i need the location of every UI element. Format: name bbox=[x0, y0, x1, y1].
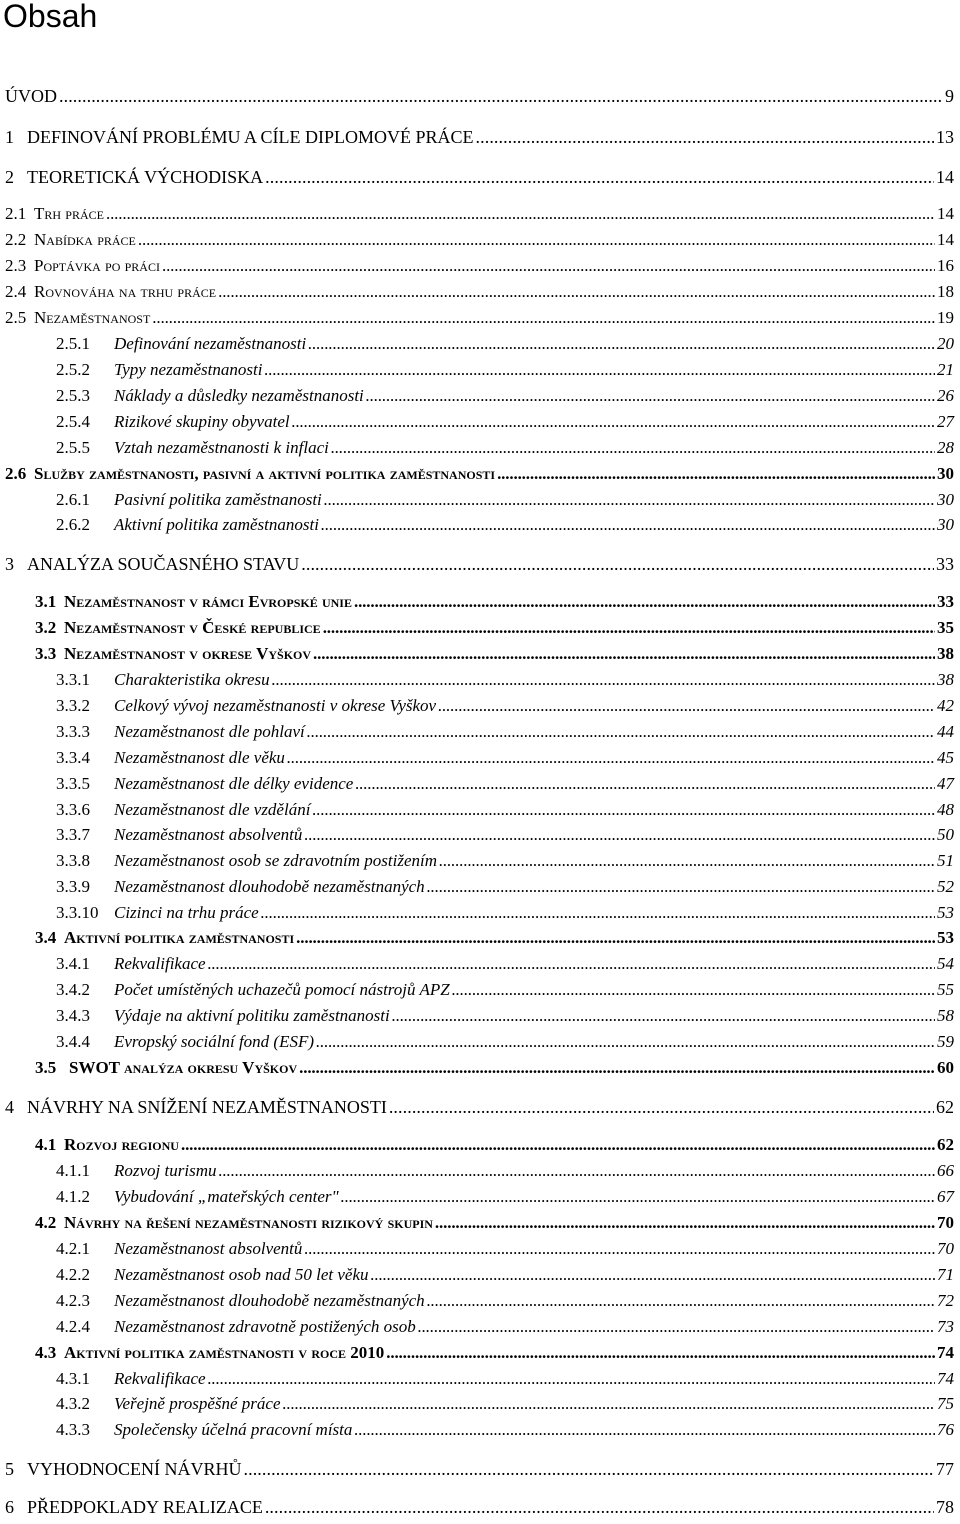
toc-entry-number: 4.2.3 bbox=[56, 1291, 90, 1310]
toc-entry[interactable] bbox=[56, 797, 954, 823]
toc-entry-number: ÚVOD bbox=[5, 86, 57, 106]
toc-entry-title: Výdaje na aktivní politiku zaměstnanosti bbox=[114, 1006, 390, 1025]
toc-entry-title: Evropský sociální fond (ESF) bbox=[114, 1032, 315, 1051]
toc-leader-dots bbox=[312, 797, 935, 823]
toc-leader-dots bbox=[304, 1236, 935, 1262]
toc-entry[interactable] bbox=[56, 848, 954, 874]
toc-entry[interactable] bbox=[56, 874, 954, 900]
toc-leader-dots bbox=[299, 1055, 935, 1081]
toc-entry-number: 4.3 bbox=[35, 1343, 57, 1362]
toc-entry-number: 4.2 bbox=[35, 1213, 57, 1232]
toc-entry-page-number: 62 bbox=[936, 1097, 954, 1117]
toc-entry-number: 3.3.1 bbox=[56, 670, 90, 689]
toc-entry[interactable] bbox=[56, 435, 954, 461]
toc-entry-number: 4.1.2 bbox=[56, 1187, 90, 1206]
toc-leader-dots bbox=[392, 1003, 935, 1029]
toc-entry-number: 4.3.1 bbox=[56, 1369, 90, 1388]
toc-entry[interactable] bbox=[56, 719, 954, 745]
toc-leader-dots bbox=[265, 164, 934, 190]
toc-entry-title: Náklady a důsledky nezaměstnanosti bbox=[114, 386, 364, 405]
toc-leader-dots bbox=[323, 615, 935, 641]
toc-leader-dots bbox=[208, 1366, 935, 1392]
toc-entry-number: 3.4.4 bbox=[56, 1032, 90, 1051]
toc-entry-page-number: 76 bbox=[937, 1420, 954, 1439]
toc-entry-page-number: 26 bbox=[937, 386, 954, 405]
toc-leader-dots bbox=[181, 1132, 935, 1158]
toc-entry-page-number: 33 bbox=[937, 592, 954, 611]
toc-entry-page-number: 55 bbox=[937, 980, 954, 999]
toc-entry-page-number: 44 bbox=[937, 722, 954, 741]
toc-entry-page-number: 58 bbox=[937, 1006, 954, 1025]
toc-entry-number: 3 bbox=[5, 554, 14, 574]
toc-entry-title: Nezaměstnanost dle věku bbox=[114, 748, 285, 767]
toc-entry-page-number: 59 bbox=[937, 1032, 954, 1051]
toc-leader-dots bbox=[244, 1456, 935, 1482]
toc-entry-title: Aktivní politika zaměstnanosti v roce 2010 bbox=[64, 1343, 385, 1362]
toc-entry-title: Rozvoj regionu bbox=[64, 1135, 179, 1154]
toc-leader-dots bbox=[452, 977, 935, 1003]
toc-entry-title: Nezaměstnanost v okrese Vyškov bbox=[64, 644, 312, 663]
toc-entry-number: 2.5.1 bbox=[56, 334, 90, 353]
toc-entry-page-number: 14 bbox=[936, 167, 954, 187]
toc-entry-title: DEFINOVÁNÍ PROBLÉMU A CÍLE DIPLOMOVÉ PRÁCE bbox=[27, 127, 474, 147]
toc-entry-page-number: 48 bbox=[937, 800, 954, 819]
toc-entry-page-number: 67 bbox=[937, 1187, 954, 1206]
toc-entry-number: 4 bbox=[5, 1097, 14, 1117]
toc-leader-dots bbox=[435, 1210, 935, 1236]
toc-entry[interactable] bbox=[56, 409, 954, 435]
toc-entry-number: 3.4 bbox=[35, 928, 57, 947]
toc-leader-dots bbox=[308, 331, 935, 357]
toc-entry[interactable] bbox=[56, 1236, 954, 1262]
toc-leader-dots bbox=[313, 641, 935, 667]
toc-entry[interactable] bbox=[56, 1003, 954, 1029]
toc-entry[interactable] bbox=[56, 331, 954, 357]
toc-entry[interactable] bbox=[56, 1288, 954, 1314]
toc-entry[interactable] bbox=[5, 253, 954, 279]
toc-leader-dots bbox=[439, 848, 935, 874]
toc-entry-title: Nezaměstnanost v České republice bbox=[64, 618, 321, 637]
toc-entry-title: Nezaměstnanost dlouhodobě nezaměstnaných bbox=[114, 1291, 425, 1310]
toc-entry-title: Rekvalifikace bbox=[114, 954, 206, 973]
toc-entry[interactable] bbox=[5, 83, 954, 109]
toc-entry-title: Rekvalifikace bbox=[114, 1369, 206, 1388]
toc-entry-number: 2.5.4 bbox=[56, 412, 90, 431]
toc-leader-dots bbox=[292, 409, 935, 435]
toc-entry-title: Rozvoj turismu bbox=[114, 1161, 217, 1180]
toc-entry[interactable] bbox=[56, 822, 954, 848]
toc-entry-page-number: 47 bbox=[937, 774, 954, 793]
page-title: Obsah bbox=[3, 0, 98, 34]
toc-entry-title: Charakteristika okresu bbox=[114, 670, 270, 689]
toc-entry-title: Nezaměstnanost osob nad 50 let věku bbox=[114, 1265, 369, 1284]
toc-leader-dots bbox=[283, 1391, 936, 1417]
toc-entry-page-number: 77 bbox=[936, 1459, 954, 1479]
toc-entry-page-number: 74 bbox=[937, 1369, 954, 1388]
toc-entry[interactable] bbox=[56, 487, 954, 513]
toc-leader-dots bbox=[389, 1094, 934, 1120]
toc-entry-number: 4.1.1 bbox=[56, 1161, 90, 1180]
toc-entry-title: Nezaměstnanost bbox=[34, 308, 151, 327]
toc-entry-title: Nezaměstnanost osob se zdravotním postižením bbox=[114, 851, 437, 870]
toc-leader-dots bbox=[324, 487, 935, 513]
toc-leader-dots bbox=[438, 693, 935, 719]
toc-entry[interactable] bbox=[56, 1417, 954, 1443]
toc-leader-dots bbox=[261, 900, 935, 926]
toc-entry[interactable] bbox=[56, 693, 954, 719]
toc-entry-title: Aktivní politika zaměstnanosti bbox=[114, 515, 319, 534]
toc-leader-dots bbox=[331, 435, 935, 461]
toc-entry[interactable] bbox=[35, 1210, 954, 1236]
toc-entry-page-number: 51 bbox=[937, 851, 954, 870]
toc-entry-number: 3.4.2 bbox=[56, 980, 90, 999]
toc-leader-dots bbox=[386, 1340, 935, 1366]
toc-entry[interactable] bbox=[56, 900, 954, 926]
toc-entry-number: 2.6.1 bbox=[56, 490, 90, 509]
toc-entry-page-number: 28 bbox=[937, 438, 954, 457]
toc-entry-title: PŘEDPOKLADY REALIZACE bbox=[27, 1497, 263, 1517]
toc-entry-page-number: 38 bbox=[937, 670, 954, 689]
toc-entry-page-number: 42 bbox=[937, 696, 954, 715]
toc-entry-number: 4.2.2 bbox=[56, 1265, 90, 1284]
toc-entry-number: 6 bbox=[5, 1497, 14, 1517]
toc-entry-page-number: 50 bbox=[937, 825, 954, 844]
toc-entry-title: Trh práce bbox=[34, 204, 104, 223]
toc-entry-page-number: 27 bbox=[937, 412, 954, 431]
toc-entry-title: ANALÝZA SOUČASNÉHO STAVU bbox=[27, 554, 300, 574]
toc-entry[interactable] bbox=[56, 1314, 954, 1340]
toc-leader-dots bbox=[307, 719, 935, 745]
toc-entry-page-number: 74 bbox=[937, 1343, 954, 1362]
toc-entry-number: 2 bbox=[5, 167, 14, 187]
toc-entry-number: 5 bbox=[5, 1459, 14, 1479]
toc-leader-dots bbox=[316, 1029, 935, 1055]
toc-entry[interactable] bbox=[56, 1262, 954, 1288]
toc-entry-title: Aktivní politika zaměstnanosti bbox=[64, 928, 295, 947]
toc-entry[interactable] bbox=[5, 1494, 954, 1520]
toc-entry-number: 2.2 bbox=[5, 230, 27, 249]
toc-entry-page-number: 30 bbox=[937, 490, 954, 509]
toc-entry[interactable] bbox=[56, 667, 954, 693]
toc-entry[interactable] bbox=[35, 1340, 954, 1366]
toc-entry-number: 2.3 bbox=[5, 256, 27, 275]
toc-entry-page-number: 72 bbox=[937, 1291, 954, 1310]
toc-entry-title: Definování nezaměstnanosti bbox=[114, 334, 307, 353]
toc-entry-page-number: 13 bbox=[936, 127, 954, 147]
toc-leader-dots bbox=[476, 124, 934, 150]
toc-entry-page-number: 78 bbox=[936, 1497, 954, 1517]
toc-entry-page-number: 52 bbox=[937, 877, 954, 896]
toc-entry-page-number: 20 bbox=[937, 334, 954, 353]
toc-entry-number: 3.3.10 bbox=[56, 903, 99, 922]
toc-entry[interactable] bbox=[5, 124, 954, 150]
toc-leader-dots bbox=[354, 589, 935, 615]
toc-entry-number: 2.1 bbox=[5, 204, 27, 223]
toc-entry-page-number: 54 bbox=[937, 954, 954, 973]
toc-entry[interactable] bbox=[56, 1158, 954, 1184]
toc-entry[interactable] bbox=[35, 1132, 954, 1158]
toc-entry-page-number: 18 bbox=[937, 282, 954, 301]
toc-entry-page-number: 16 bbox=[937, 256, 954, 275]
toc-entry-title: Veřejně prospěšné práce bbox=[114, 1394, 281, 1413]
toc-entry-title: Pasivní politika zaměstnanosti bbox=[114, 490, 322, 509]
toc-leader-dots bbox=[341, 1184, 935, 1210]
toc-entry-title: Celkový vývoj nezaměstnanosti v okrese Vyškov bbox=[114, 696, 437, 715]
toc-entry[interactable] bbox=[56, 512, 954, 538]
toc-entry-number: 3.3.3 bbox=[56, 722, 90, 741]
toc-leader-dots bbox=[218, 1158, 935, 1184]
toc-entry[interactable] bbox=[56, 977, 954, 1003]
toc-leader-dots bbox=[218, 279, 935, 305]
toc-leader-dots bbox=[106, 201, 935, 227]
toc-entry-title: Počet umístěných uchazečů pomocí nástrojů APZ bbox=[114, 980, 450, 999]
toc-entry-page-number: 14 bbox=[937, 230, 954, 249]
toc-entry-title: Vztah nezaměstnanosti k inflaci bbox=[114, 438, 329, 457]
toc-entry-title: Nezaměstnanost dle pohlaví bbox=[114, 722, 305, 741]
toc-entry-page-number: 70 bbox=[937, 1213, 954, 1232]
toc-entry[interactable] bbox=[35, 1055, 954, 1081]
toc-entry-page-number: 62 bbox=[937, 1135, 954, 1154]
toc-entry-number: 2.5 bbox=[5, 308, 27, 327]
toc-leader-dots bbox=[59, 83, 943, 109]
toc-entry-page-number: 30 bbox=[937, 464, 954, 483]
toc-leader-dots bbox=[287, 745, 935, 771]
toc-entry-number: 3.4.1 bbox=[56, 954, 90, 973]
toc-entry-number: 2.4 bbox=[5, 282, 27, 301]
toc-entry-number: 4.2.1 bbox=[56, 1239, 90, 1258]
toc-entry[interactable] bbox=[5, 551, 954, 577]
toc-entry-number: 3.5 bbox=[35, 1058, 57, 1077]
toc-entry-number: 3.3.8 bbox=[56, 851, 90, 870]
toc-entry-title: Cizinci na trhu práce bbox=[114, 903, 259, 922]
toc-entry-number: 3.3.6 bbox=[56, 800, 90, 819]
toc-entry-page-number: 70 bbox=[937, 1239, 954, 1258]
toc-entry-title: Nezaměstnanost dle délky evidence bbox=[114, 774, 354, 793]
toc-entry-title: Nezaměstnanost dlouhodobě nezaměstnaných bbox=[114, 877, 425, 896]
toc-leader-dots bbox=[265, 1494, 934, 1520]
toc-entry[interactable] bbox=[56, 745, 954, 771]
toc-entry-title: Společensky účelná pracovní místa bbox=[114, 1420, 353, 1439]
toc-entry-title: Typy nezaměstnanosti bbox=[114, 360, 263, 379]
toc-entry[interactable] bbox=[56, 383, 954, 409]
toc-entry[interactable] bbox=[5, 1456, 954, 1482]
toc-entry-page-number: 73 bbox=[937, 1317, 954, 1336]
toc-leader-dots bbox=[371, 1262, 936, 1288]
toc-entry-number: 4.2.4 bbox=[56, 1317, 90, 1336]
toc-leader-dots bbox=[296, 925, 935, 951]
toc-entry-page-number: 9 bbox=[945, 86, 954, 106]
toc-entry-page-number: 33 bbox=[936, 554, 954, 574]
toc-entry[interactable] bbox=[5, 201, 954, 227]
toc-entry-page-number: 21 bbox=[937, 360, 954, 379]
toc-entry-number: 1 bbox=[5, 127, 14, 147]
toc-entry-number: 2.6 bbox=[5, 464, 27, 483]
toc-entry-page-number: 38 bbox=[937, 644, 954, 663]
toc-entry-title: VYHODNOCENÍ NÁVRHŮ bbox=[27, 1459, 242, 1479]
toc-leader-dots bbox=[138, 227, 935, 253]
toc-entry-number: 2.5.2 bbox=[56, 360, 90, 379]
toc-entry[interactable] bbox=[56, 1184, 954, 1210]
toc-entry-title: Nezaměstnanost dle vzdělání bbox=[114, 800, 311, 819]
toc-entry[interactable] bbox=[5, 1094, 954, 1120]
toc-entry-number: 3.3.9 bbox=[56, 877, 90, 896]
toc-entry-title: Nezaměstnanost v rámci Evropské unie bbox=[64, 592, 352, 611]
toc-entry-number: 3.3.5 bbox=[56, 774, 90, 793]
toc-entry-number: 4.1 bbox=[35, 1135, 57, 1154]
toc-entry[interactable] bbox=[56, 1366, 954, 1392]
toc-entry[interactable] bbox=[5, 305, 954, 331]
toc-entry[interactable] bbox=[35, 641, 954, 667]
toc-entry-number: 3.3.7 bbox=[56, 825, 90, 844]
toc-entry-page-number: 14 bbox=[937, 204, 954, 223]
toc-leader-dots bbox=[162, 253, 935, 279]
toc-entry-number: 3.3.2 bbox=[56, 696, 90, 715]
toc-entry-page-number: 45 bbox=[937, 748, 954, 767]
toc-entry-title: Nabídka práce bbox=[34, 230, 136, 249]
toc-entry[interactable] bbox=[35, 925, 954, 951]
toc-entry-page-number: 66 bbox=[937, 1161, 954, 1180]
toc-leader-dots bbox=[304, 822, 935, 848]
toc-entry-number: 4.3.3 bbox=[56, 1420, 90, 1439]
toc-leader-dots bbox=[497, 461, 935, 487]
toc-entry-page-number: 71 bbox=[937, 1265, 954, 1284]
toc-entry-number: 3.3.4 bbox=[56, 748, 90, 767]
toc-leader-dots bbox=[427, 1288, 935, 1314]
toc-entry-page-number: 30 bbox=[937, 515, 954, 534]
toc-entry[interactable] bbox=[5, 461, 954, 487]
toc-leader-dots bbox=[427, 874, 935, 900]
toc-entry[interactable] bbox=[56, 1029, 954, 1055]
toc-entry-title: Vybudování „mateřských center" bbox=[114, 1187, 339, 1206]
toc-leader-dots bbox=[355, 771, 935, 797]
toc-entry-page-number: 19 bbox=[937, 308, 954, 327]
toc-entry-number: 3.1 bbox=[35, 592, 57, 611]
toc-entry-title: TEORETICKÁ VÝCHODISKA bbox=[27, 167, 264, 187]
toc-entry-title: Návrhy na řešení nezaměstnanosti rizikový skupin bbox=[64, 1213, 433, 1232]
toc-entry-title: Služby zaměstnanosti, pasivní a aktivní politika zaměstnanosti bbox=[34, 464, 496, 483]
toc-entry-page-number: 75 bbox=[937, 1394, 954, 1413]
toc-leader-dots bbox=[418, 1314, 935, 1340]
toc-entry-number: 2.5.3 bbox=[56, 386, 90, 405]
toc-entry-title: Nezaměstnanost zdravotně postižených osob bbox=[114, 1317, 416, 1336]
toc-leader-dots bbox=[301, 551, 934, 577]
toc-entry[interactable] bbox=[35, 589, 954, 615]
toc-entry-page-number: 53 bbox=[937, 928, 954, 947]
toc-entry-title: Nezaměstnanost absolventů bbox=[114, 1239, 303, 1258]
toc-entry-number: 4.3.2 bbox=[56, 1394, 90, 1413]
toc-entry-page-number: 60 bbox=[937, 1058, 954, 1077]
toc-entry-number: 2.5.5 bbox=[56, 438, 90, 457]
toc-entry[interactable] bbox=[5, 227, 954, 253]
toc-entry-title: SWOT analýza okresu Vyškov bbox=[69, 1058, 298, 1077]
toc-entry[interactable] bbox=[5, 164, 954, 190]
toc-entry-title: Nezaměstnanost absolventů bbox=[114, 825, 303, 844]
toc-entry-title: Rovnováha na trhu práce bbox=[34, 282, 217, 301]
toc-entry-number: 3.4.3 bbox=[56, 1006, 90, 1025]
toc-entry[interactable] bbox=[35, 615, 954, 641]
toc-entry-title: Poptávka po práci bbox=[34, 256, 160, 275]
toc-leader-dots bbox=[354, 1417, 935, 1443]
toc-entry[interactable] bbox=[56, 357, 954, 383]
toc-leader-dots bbox=[264, 357, 935, 383]
toc-entry-title: NÁVRHY NA SNÍŽENÍ NEZAMĚSTNANOSTI bbox=[27, 1097, 387, 1117]
toc-entry-number: 2.6.2 bbox=[56, 515, 90, 534]
toc-entry[interactable] bbox=[5, 279, 954, 305]
toc-leader-dots bbox=[152, 305, 935, 331]
toc-entry-page-number: 35 bbox=[937, 618, 954, 637]
toc-entry-number: 3.3 bbox=[35, 644, 57, 663]
toc-entry-title: Rizikové skupiny obyvatel bbox=[114, 412, 290, 431]
toc-leader-dots bbox=[208, 951, 935, 977]
toc-entry[interactable] bbox=[56, 951, 954, 977]
toc-leader-dots bbox=[321, 512, 935, 538]
toc-entry[interactable] bbox=[56, 1391, 954, 1417]
toc-entry-page-number: 53 bbox=[937, 903, 954, 922]
toc-entry[interactable] bbox=[56, 771, 954, 797]
toc-leader-dots bbox=[272, 667, 935, 693]
toc-leader-dots bbox=[366, 383, 935, 409]
toc-entry-number: 3.2 bbox=[35, 618, 57, 637]
